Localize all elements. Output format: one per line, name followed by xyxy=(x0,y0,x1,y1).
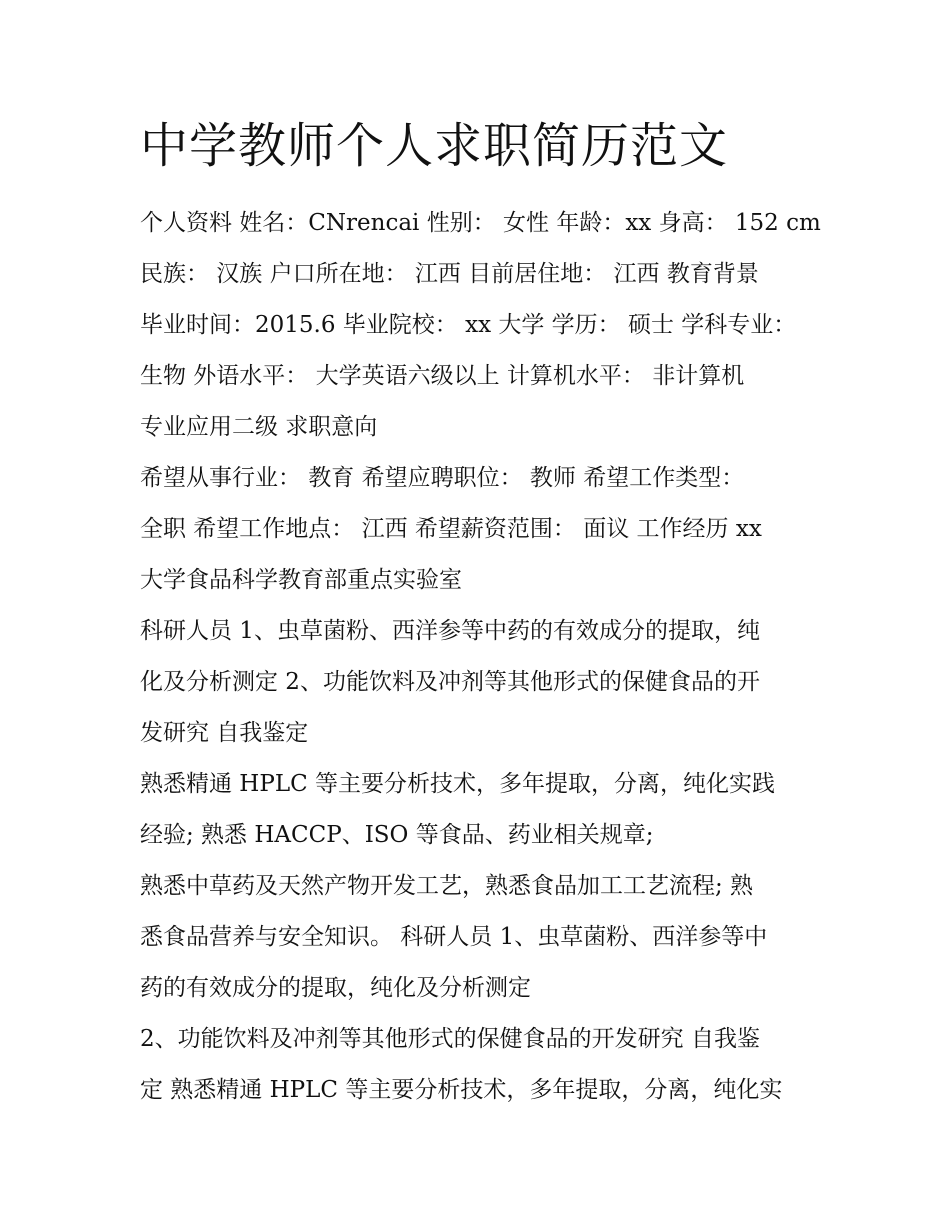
body-line-4: 生物 外语水平： 大学英语六级以上 计算机水平： 非计算机 xyxy=(140,363,745,389)
body-line-12: 熟悉精通 HPLC 等主要分析技术，多年提取，分离，纯化实践 xyxy=(140,771,776,797)
body-line-13: 经验; 熟悉 HACCP、ISO 等食品、药业相关规章; xyxy=(140,822,654,848)
body-line-7: 全职 希望工作地点： 江西 希望薪资范围： 面议 工作经历 xx xyxy=(140,516,762,542)
document-page xyxy=(140,110,820,1116)
body-line-10: 化及分析测定 2、功能饮料及冲剂等其他形式的保健食品的开 xyxy=(140,669,760,695)
document-title: 中学教师个人求职简历范文 xyxy=(140,118,729,174)
body-line-3: 毕业时间：2015.6 毕业院校： xx 大学 学历： 硕士 学科专业： xyxy=(140,312,797,338)
body-line-18: 定 熟悉精通 HPLC 等主要分析技术，多年提取，分离，纯化实 xyxy=(140,1077,783,1103)
body-line-2: 民族： 汉族 户口所在地： 江西 目前居住地： 江西 教育背景 xyxy=(140,261,759,287)
body-line-17: 2、功能饮料及冲剂等其他形式的保健食品的开发研究 自我鉴 xyxy=(140,1026,760,1052)
body-line-5: 专业应用二级 求职意向 xyxy=(140,414,378,440)
body-line-9: 科研人员 1、虫草菌粉、西洋参等中药的有效成分的提取，纯 xyxy=(140,618,760,644)
body-line-8: 大学食品科学教育部重点实验室 xyxy=(140,567,462,593)
body-line-11: 发研究 自我鉴定 xyxy=(140,720,309,746)
body-line-1: 个人资料 姓名：CNrencai 性别： 女性 年龄：xx 身高： 152 cm xyxy=(140,210,821,236)
body-line-16: 药的有效成分的提取，纯化及分析测定 xyxy=(140,975,531,1001)
body-line-6: 希望从事行业： 教育 希望应聘职位： 教师 希望工作类型： xyxy=(140,465,745,491)
body-line-15: 悉食品营养与安全知识。 科研人员 1、虫草菌粉、西洋参等中 xyxy=(140,924,768,950)
body-line-14: 熟悉中草药及天然产物开发工艺，熟悉食品加工工艺流程; 熟 xyxy=(140,873,754,899)
